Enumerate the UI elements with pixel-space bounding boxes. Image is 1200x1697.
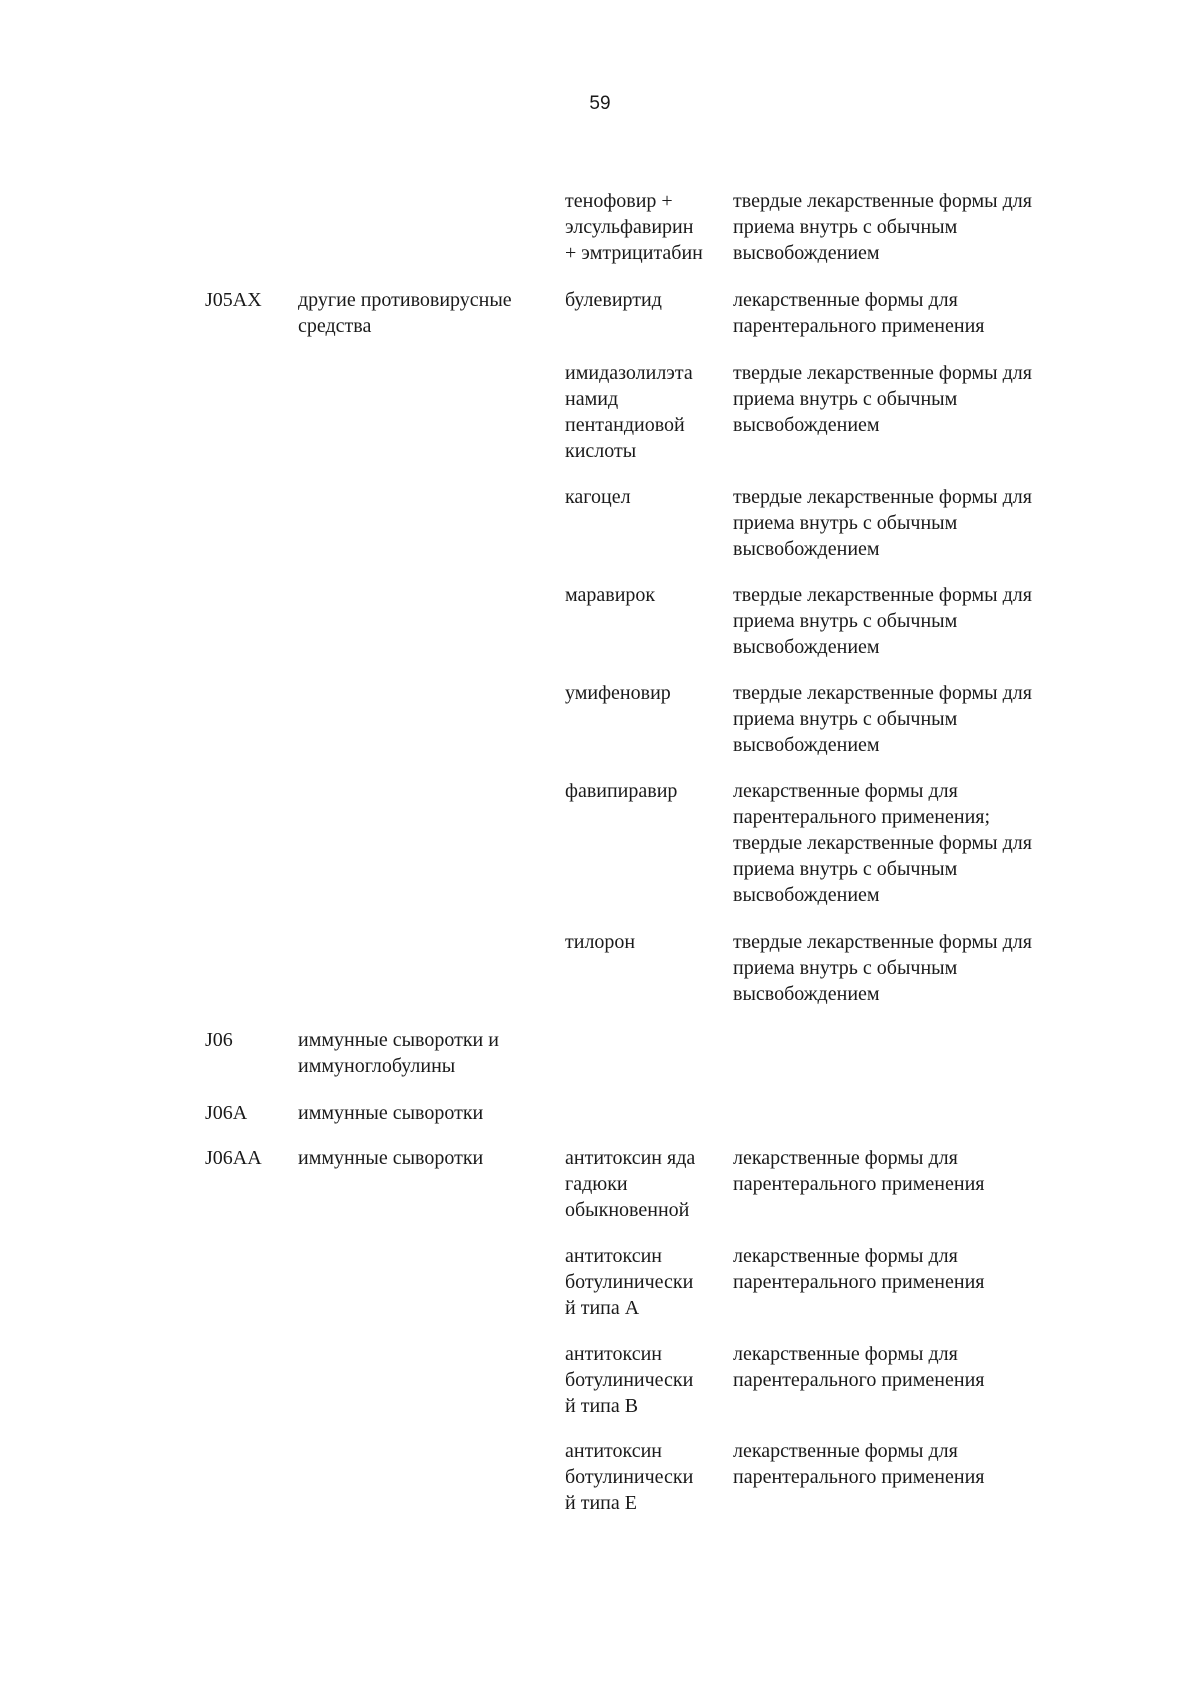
dosage-form-cell: лекарственные формы для парентерального применения xyxy=(733,1440,985,1488)
page-number: 59 xyxy=(589,93,611,114)
dosage-form-cell: твердые лекарственные формы для приема внутрь с обычным высвобождением xyxy=(733,190,1032,264)
drug-name-cell: умифеновир xyxy=(565,682,671,704)
atc-code-cell: J06 xyxy=(205,1029,233,1051)
drug-name-cell: кагоцел xyxy=(565,486,631,508)
dosage-form-cell: твердые лекарственные формы для приема внутрь с обычным высвобождением xyxy=(733,362,1032,436)
drug-name-cell: антитоксин ботулинически й типа B xyxy=(565,1343,694,1417)
anatomical-group-cell: другие противовирусные средства xyxy=(298,289,512,337)
anatomical-group-cell: иммунные сыворотки xyxy=(298,1147,484,1169)
drug-name-cell: антитоксин ботулинически й типа A xyxy=(565,1245,694,1319)
drug-name-cell: тилорон xyxy=(565,931,636,953)
dosage-form-cell: лекарственные формы для парентерального применения xyxy=(733,1245,985,1293)
drug-name-cell: антитоксин яда гадюки обыкновенной xyxy=(565,1147,696,1221)
drug-name-cell: тенофовир + элсульфавирин + эмтрицитабин xyxy=(565,190,703,264)
atc-code-cell: J06A xyxy=(205,1102,248,1124)
drug-name-cell: булевиртид xyxy=(565,289,662,311)
dosage-form-cell: лекарственные формы для парентерального применения xyxy=(733,289,985,337)
dosage-form-cell: лекарственные формы для парентерального применения xyxy=(733,1147,985,1195)
dosage-form-cell: лекарственные формы для парентерального применения; твердые лекарственные формы для приема внутрь с обычным высвобождением xyxy=(733,780,1032,906)
dosage-form-cell: лекарственные формы для парентерального применения xyxy=(733,1343,985,1391)
anatomical-group-cell: иммунные сыворотки и иммуноглобулины xyxy=(298,1029,499,1077)
atc-code-cell: J06AA xyxy=(205,1147,262,1169)
dosage-form-cell: твердые лекарственные формы для приема внутрь с обычным высвобождением xyxy=(733,682,1032,756)
atc-code-cell: J05AX xyxy=(205,289,262,311)
anatomical-group-cell: иммунные сыворотки xyxy=(298,1102,484,1124)
drug-name-cell: антитоксин ботулинически й типа E xyxy=(565,1440,694,1514)
dosage-form-cell: твердые лекарственные формы для приема внутрь с обычным высвобождением xyxy=(733,584,1032,658)
drug-name-cell: фавипиравир xyxy=(565,780,678,802)
dosage-form-cell: твердые лекарственные формы для приема внутрь с обычным высвобождением xyxy=(733,486,1032,560)
dosage-form-cell: твердые лекарственные формы для приема внутрь с обычным высвобождением xyxy=(733,931,1032,1005)
drug-name-cell: маравирок xyxy=(565,584,656,606)
drug-name-cell: имидазолилэта намид пентандиовой кислоты xyxy=(565,362,693,462)
